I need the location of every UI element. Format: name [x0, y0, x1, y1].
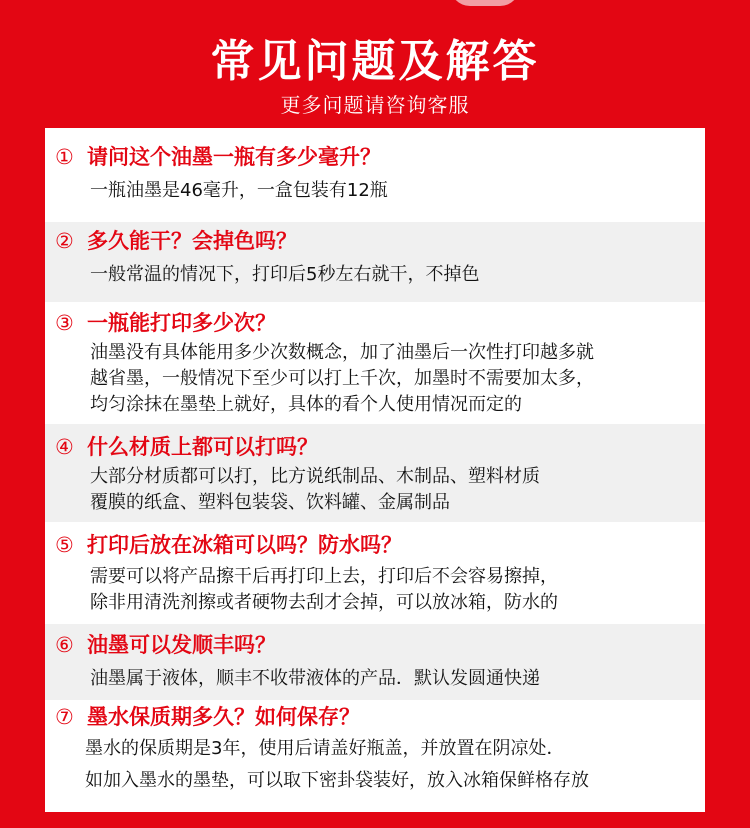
page-subtitle: 更多问题请咨询客服 — [280, 93, 470, 117]
page-header — [0, 0, 750, 128]
faq-item-3 — [45, 308, 705, 424]
faq-item-6 — [45, 624, 705, 700]
faq-question-text: 墨水保质期多久？如何保存？ — [87, 705, 360, 729]
faq-question-text: 打印后放在冰箱可以吗？防水吗？ — [87, 533, 402, 557]
faq-question-text: 油墨可以发顺丰吗？ — [87, 633, 276, 657]
faq-number: ⑦ — [55, 705, 74, 729]
faq-answer-line: 覆膜的纸盒、塑料包装袋、饮料罐、金属制品 — [90, 492, 450, 513]
faq-item-4 — [45, 424, 705, 522]
faq-answer-line: 墨水的保质期是3年，使用后请盖好瓶盖，并放置在阴凉处． — [85, 738, 565, 759]
faq-question — [55, 308, 705, 338]
faq-question — [55, 226, 705, 256]
faq-answer-line: 需要可以将产品擦干后再打印上去，打印后不会容易擦掉， — [90, 566, 558, 587]
faq-answer-line: 越省墨，一般情况下至少可以打上千次，加墨时不需要加太多， — [90, 368, 594, 389]
faq-answer-line: 大部分材质都可以打，比方说纸制品、木制品、塑料材质 — [90, 466, 540, 487]
faq-answer-line: 除非用清洗剂擦或者硬物去刮才会掉，可以放冰箱，防水的 — [90, 592, 558, 613]
faq-number: ⑤ — [55, 533, 74, 557]
faq-item-5 — [45, 530, 705, 626]
faq-number: ① — [55, 145, 74, 169]
faq-question-text: 请问这个油墨一瓶有多少毫升？ — [87, 145, 381, 169]
faq-number: ② — [55, 229, 74, 253]
faq-answer-line: 油墨属于液体，顺丰不收带液体的产品．默认发圆通快递 — [90, 668, 540, 689]
faq-item-7 — [45, 700, 705, 810]
faq-panel — [45, 128, 705, 812]
faq-question-text: 一瓶能打印多少次？ — [87, 311, 276, 335]
faq-question — [55, 630, 705, 660]
faq-question-text: 什么材质上都可以打吗？ — [87, 435, 318, 459]
faq-item-2 — [45, 222, 705, 302]
faq-question — [55, 702, 705, 732]
faq-question — [55, 432, 705, 462]
faq-answer-line: 一瓶油墨是46毫升，一盒包装有12瓶 — [90, 180, 388, 201]
page-title: 常见问题及解答 — [210, 36, 540, 87]
faq-number: ④ — [55, 435, 74, 459]
faq-question — [55, 530, 705, 560]
faq-item-1 — [45, 142, 705, 222]
faq-answer-line: 油墨没有具体能用多少次数概念，加了油墨后一次性打印越多就 — [90, 342, 594, 363]
faq-question-text: 多久能干？会掉色吗？ — [87, 229, 297, 253]
faq-answer-line: 如加入墨水的墨垫，可以取下密卦袋装好，放入冰箱保鲜格存放 — [85, 770, 589, 791]
faq-answer-line: 一般常温的情况下，打印后5秒左右就干，不掉色 — [90, 264, 480, 285]
faq-number: ③ — [55, 311, 74, 335]
faq-question — [55, 142, 705, 172]
faq-number: ⑥ — [55, 633, 74, 657]
faq-answer-line: 均匀涂抹在墨垫上就好，具体的看个人使用情况而定的 — [90, 394, 522, 415]
